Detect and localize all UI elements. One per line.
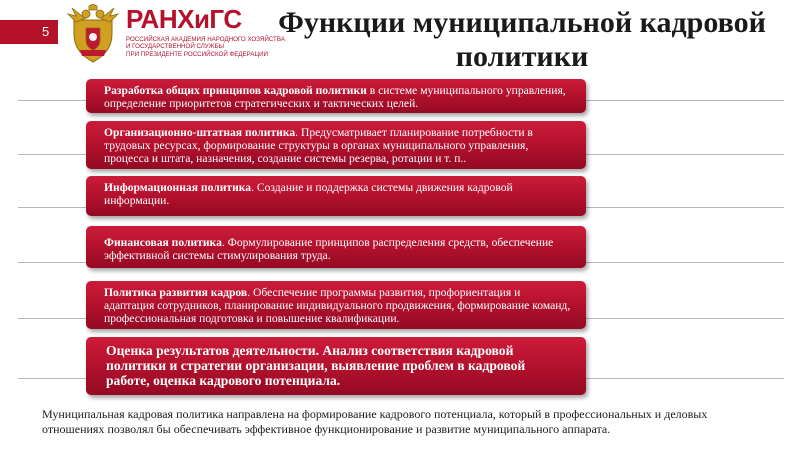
function-card-heading: Разработка общих принципов кадровой политики xyxy=(104,84,367,97)
function-card-text: в системе муниципального управления, определение приоритетов стратегических и тактических целей. xyxy=(104,84,566,110)
function-card-heading: Организационно-штатная политика xyxy=(104,126,296,139)
function-card-heading: Информационная политика xyxy=(104,181,252,194)
page-number-tab xyxy=(0,20,58,44)
slide-title-line: Функции муниципальной кадровой xyxy=(278,6,766,39)
function-card xyxy=(86,281,586,329)
logo-subtitle-line: ПРИ ПРЕЗИДЕНТЕ РОССИЙСКОЙ ФЕДЕРАЦИИ xyxy=(126,50,268,58)
function-card-text: . Создание и поддержка системы движения кадровой информации. xyxy=(104,181,513,207)
function-card xyxy=(86,121,586,169)
page-number: 5 xyxy=(42,24,50,39)
slide-title-line: политики xyxy=(455,40,589,73)
function-card-heading: Оценка результатов деятельности xyxy=(106,343,316,358)
function-card-heading: Политика развития кадров xyxy=(104,286,248,299)
double-headed-eagle-emblem-icon xyxy=(66,4,120,66)
function-card xyxy=(86,337,586,395)
logo-abbreviation: РАНХиГС xyxy=(126,4,242,34)
function-card-text: . Анализ соответствия кадровой политики и стратегии организации, выявление проблем в кадровой работе, оценка кадрового потенциала. xyxy=(106,343,526,388)
function-card xyxy=(86,226,586,268)
summary-text: Муниципальная кадровая политика направлена на формирование кадрового потенциала, который в профессиональных и деловых отношениях позволял бы обеспечивать эффективное функционирование и развитие муниципального аппарата. xyxy=(42,407,708,436)
function-card xyxy=(86,79,586,113)
function-card-text: . Обеспечение программы развития, профориентация и адаптация сотрудников, планирование индивидуального продвижения, формирование команд, профессиональная подготовка и повышение квалификации. xyxy=(104,286,571,325)
slide-title xyxy=(262,6,782,74)
logo-subtitle-line: РОССИЙСКАЯ АКАДЕМИЯ НАРОДНОГО ХОЗЯЙСТВА xyxy=(126,36,285,43)
function-card xyxy=(86,176,586,216)
function-card-heading: Финансовая политика xyxy=(104,236,222,249)
function-card-text: . Предусматривает планирование потребности в трудовых ресурсах, формирование структуры в органах муниципального управления, процесса и штата, назначения, создание системы резерва, ротации и т. п.. xyxy=(104,126,533,165)
logo-subtitle-line: И ГОСУДАРСТВЕННОЙ СЛУЖБЫ xyxy=(126,43,224,51)
function-card-text: . Формулирование принципов распределения средств, обеспечение эффективной системы стимулирования труда. xyxy=(104,236,554,262)
